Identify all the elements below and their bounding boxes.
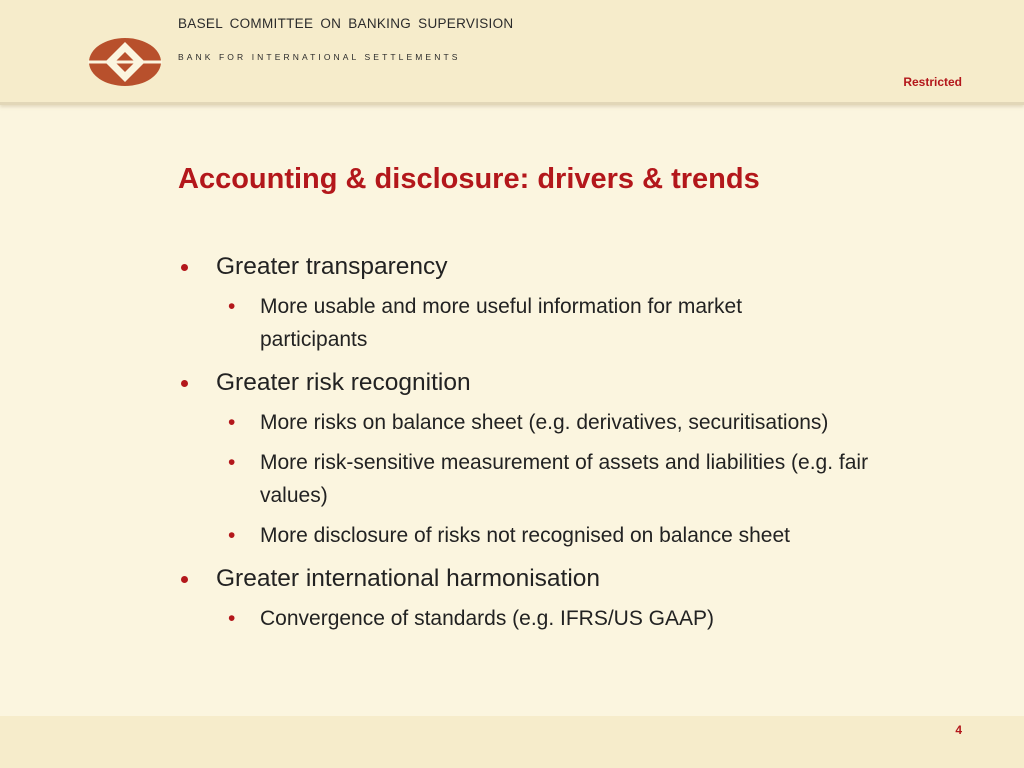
- page-number: 4: [955, 723, 962, 737]
- sub-bullet-dot-icon: •: [228, 451, 236, 474]
- sub-bullet-dot-icon: •: [228, 524, 236, 547]
- bullet-item: [178, 366, 978, 400]
- slide-body: [178, 250, 978, 635]
- classification-label: Restricted: [903, 75, 962, 89]
- org-name: BASEL COMMITTEE ON BANKING SUPERVISION: [178, 16, 514, 31]
- sub-bullet-text: More disclosure of risks not recognised on balance sheet: [260, 524, 790, 547]
- sub-bullet-item: [178, 290, 820, 356]
- sub-bullet-dot-icon: •: [228, 295, 236, 318]
- org-subtitle: BANK FOR INTERNATIONAL SETTLEMENTS: [178, 52, 461, 62]
- sub-bullet-item: [178, 519, 978, 552]
- sub-bullet-item: [178, 446, 920, 512]
- bis-logo-icon: [88, 36, 162, 88]
- sub-bullet-text: Convergence of standards (e.g. IFRS/US GAAP): [260, 607, 715, 630]
- sub-bullet-text: More risks on balance sheet (e.g. derivatives, securitisations): [260, 411, 829, 434]
- bullet-text: Greater transparency: [216, 253, 448, 280]
- bullet-dot-icon: [181, 576, 188, 583]
- sub-bullet-text: More risk-sensitive measurement of assets and liabilities (e.g. fair values): [260, 451, 869, 507]
- sub-bullet-item: [178, 602, 978, 635]
- bullet-item: [178, 562, 978, 596]
- sub-bullet-text: More usable and more useful information for market participants: [260, 295, 743, 351]
- bullet-dot-icon: [181, 264, 188, 271]
- footer-band: [0, 716, 1024, 768]
- sub-bullet-dot-icon: •: [228, 607, 236, 630]
- bullet-text: Greater risk recognition: [216, 369, 471, 396]
- slide-title: Accounting & disclosure: drivers & trends: [178, 163, 760, 195]
- sub-bullet-item: [178, 406, 978, 439]
- bullet-text: Greater international harmonisation: [216, 565, 601, 592]
- bullet-item: [178, 250, 978, 284]
- bullet-dot-icon: [181, 380, 188, 387]
- sub-bullet-dot-icon: •: [228, 411, 236, 434]
